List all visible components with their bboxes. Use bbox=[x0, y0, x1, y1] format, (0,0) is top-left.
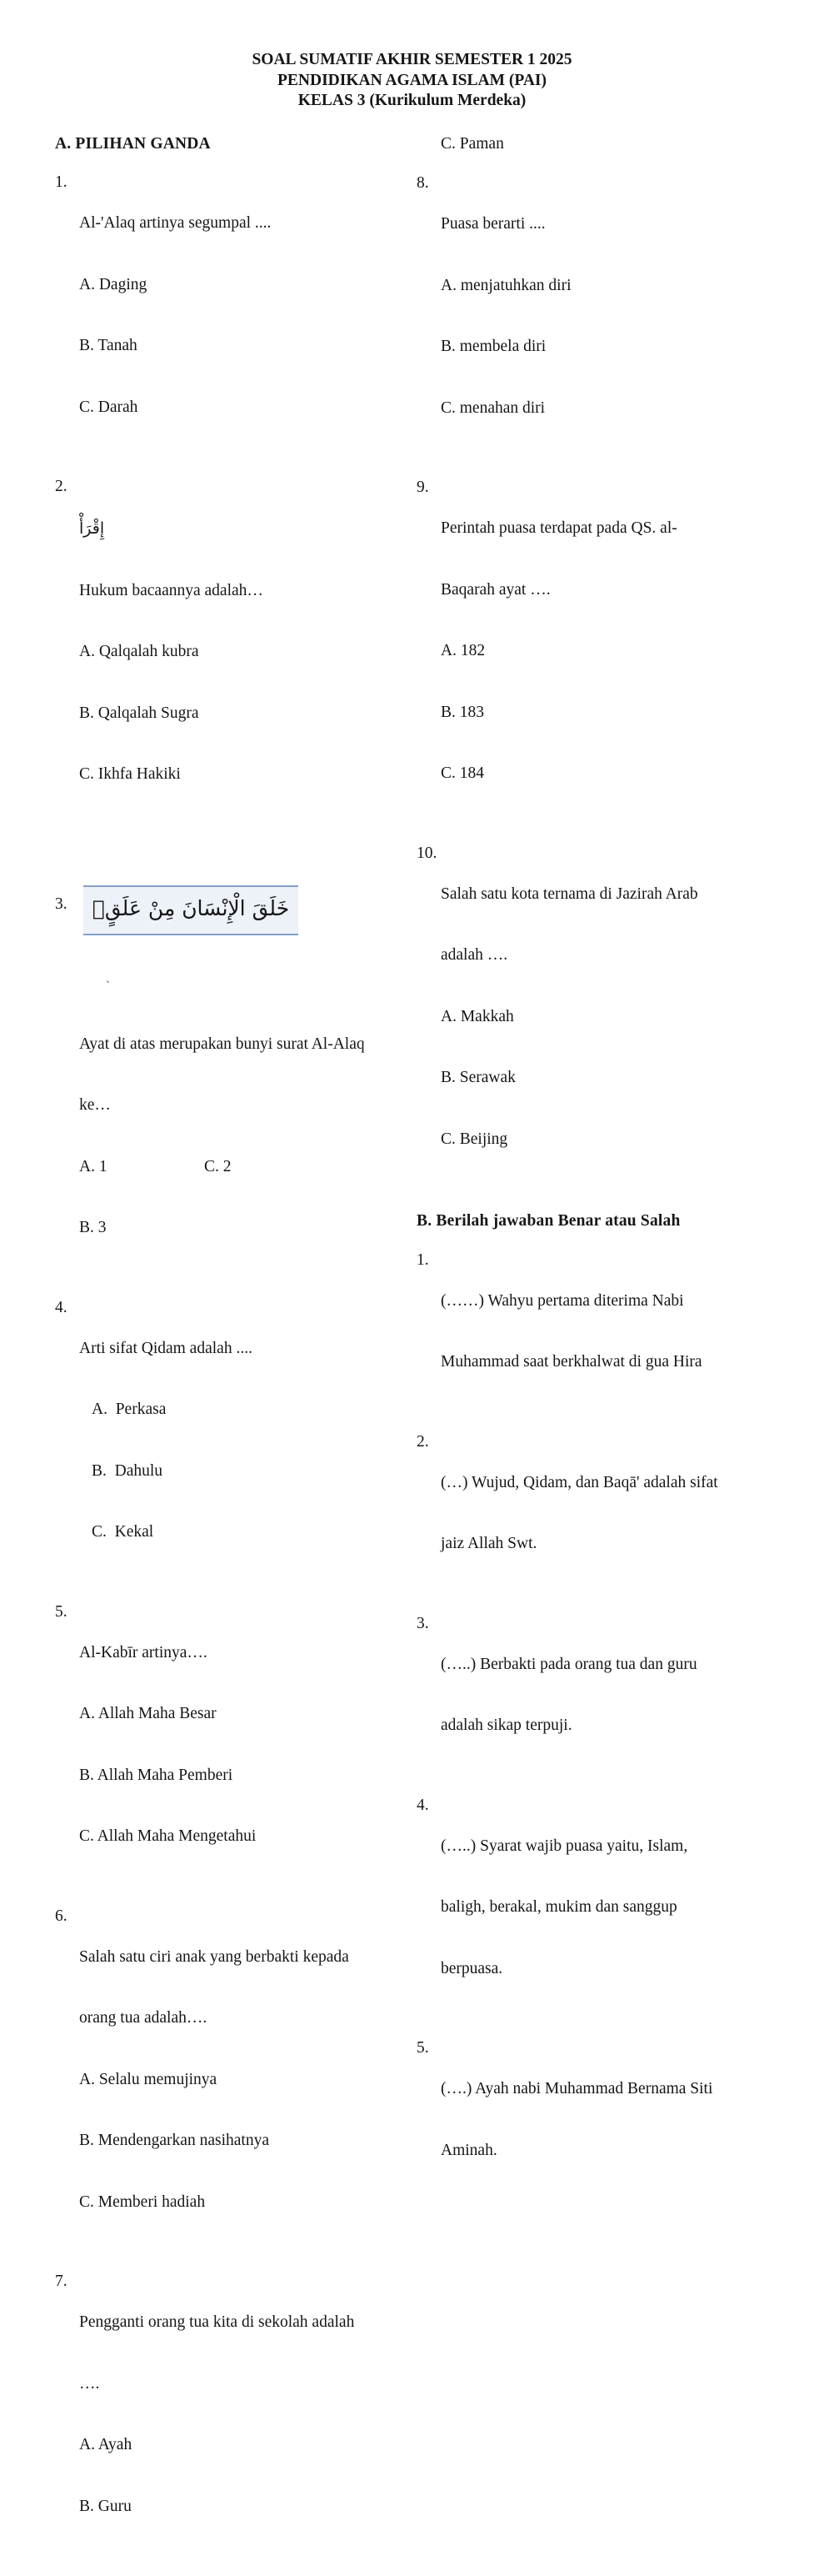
answer-option: B. Qalqalah Sugra bbox=[79, 704, 417, 724]
answer-option: C. 184 bbox=[441, 764, 787, 784]
question-number: 2. bbox=[55, 477, 79, 826]
question-a2 bbox=[55, 477, 417, 826]
answer-option: C. Kekal bbox=[92, 1522, 417, 1543]
question-number: 4. bbox=[55, 1298, 79, 1584]
question-a1 bbox=[55, 173, 417, 459]
question-body bbox=[79, 173, 417, 459]
answer-option: A. Ayah bbox=[79, 2435, 417, 2456]
statement-number: 1. bbox=[417, 1250, 441, 1414]
question-number: 10. bbox=[417, 844, 441, 1191]
question-a4 bbox=[55, 1298, 417, 1584]
question-a10 bbox=[417, 844, 787, 1191]
statement-number: 4. bbox=[417, 1796, 441, 2021]
statement-text: jaiz Allah Swt. bbox=[441, 1534, 787, 1555]
answer-option: C. Ikhfa Hakiki bbox=[79, 764, 417, 785]
statement-body bbox=[441, 2038, 787, 2202]
answer-option: C. Allah Maha Mengetahui bbox=[79, 1827, 417, 1847]
question-a3 bbox=[55, 844, 417, 1280]
answer-option: A. Allah Maha Besar bbox=[79, 1704, 417, 1725]
question-text: Ayat di atas merupakan bunyi surat Al-Alaq bbox=[79, 1035, 417, 1055]
statement-text: (…) Wujud, Qidam, dan Baqā' adalah sifat bbox=[441, 1473, 787, 1494]
answer-option: A. 1 bbox=[79, 1157, 204, 1178]
statement-b3 bbox=[417, 1614, 787, 1777]
answer-option: C. menahan diri bbox=[441, 398, 787, 419]
question-body bbox=[441, 478, 787, 825]
question-a8 bbox=[417, 173, 787, 459]
statement-text: (…..) Berbakti pada orang tua dan guru bbox=[441, 1655, 787, 1676]
question-body bbox=[79, 1907, 417, 2254]
statement-b5 bbox=[417, 2038, 787, 2202]
statement-text: (……) Wahyu pertama diterima Nabi bbox=[441, 1291, 787, 1312]
question-text: Arti sifat Qidam adalah .... bbox=[79, 1339, 417, 1360]
answer-option-q7-overflow: C. Paman bbox=[441, 134, 787, 155]
answer-option-row bbox=[79, 1157, 417, 1178]
question-a6 bbox=[55, 1907, 417, 2254]
arabic-word: إِقْرَأْ bbox=[79, 518, 104, 539]
page-title-line-3: KELAS 3 (Kurikulum Merdeka) bbox=[0, 91, 824, 112]
statement-b2 bbox=[417, 1432, 787, 1596]
answer-option: B. Mendengarkan nasihatnya bbox=[79, 2131, 417, 2152]
statement-number: 5. bbox=[417, 2038, 441, 2202]
question-text: Salah satu kota ternama di Jazirah Arab bbox=[441, 885, 787, 905]
question-text: orang tua adalah…. bbox=[79, 2008, 417, 2029]
answer-option: A. Perkasa bbox=[92, 1400, 417, 1421]
answer-option: A. Daging bbox=[79, 275, 417, 296]
answer-option: B. Serawak bbox=[441, 1068, 787, 1089]
question-number: 6. bbox=[55, 1907, 79, 2254]
statement-text: (….) Ayah nabi Muhammad Bernama Siti bbox=[441, 2079, 787, 2100]
section-b-heading: B. Berilah jawaban Benar atau Salah bbox=[417, 1211, 787, 1232]
question-body bbox=[79, 844, 417, 1280]
question-body bbox=[79, 2272, 417, 2558]
section-a-heading: A. PILIHAN GANDA bbox=[55, 134, 417, 155]
page-title-line-2: PENDIDIKAN AGAMA ISLAM (PAI) bbox=[0, 71, 824, 92]
statement-b4 bbox=[417, 1796, 787, 2021]
question-text: Hukum bacaannya adalah… bbox=[79, 581, 417, 602]
statement-body bbox=[441, 1614, 787, 1777]
right-column bbox=[417, 134, 787, 2576]
question-a9 bbox=[417, 478, 787, 825]
question-text: adalah …. bbox=[441, 945, 787, 966]
question-a5 bbox=[55, 1602, 417, 1888]
statement-text: (…..) Syarat wajib puasa yaitu, Islam, bbox=[441, 1837, 787, 1857]
question-text: Pengganti orang tua kita di sekolah adalah bbox=[79, 2313, 417, 2333]
question-body bbox=[441, 173, 787, 459]
answer-option: B. membela diri bbox=[441, 337, 787, 358]
answer-option: C. Beijing bbox=[441, 1130, 787, 1150]
answer-option: A. Qalqalah kubra bbox=[79, 642, 417, 663]
answer-option: B. 183 bbox=[441, 703, 787, 724]
question-number: 9. bbox=[417, 478, 441, 825]
answer-option: B. Guru bbox=[79, 2497, 417, 2518]
statement-body bbox=[441, 1796, 787, 2021]
question-number: 7. bbox=[55, 2272, 79, 2558]
answer-option: C. 2 bbox=[204, 1157, 232, 1178]
quran-verse-image bbox=[83, 885, 298, 935]
statement-number: 2. bbox=[417, 1432, 441, 1596]
answer-option: B. Allah Maha Pemberi bbox=[79, 1766, 417, 1787]
left-column bbox=[55, 134, 417, 2576]
question-text: ke… bbox=[79, 1095, 417, 1116]
question-a7 bbox=[55, 2272, 417, 2558]
question-text: Puasa berarti .... bbox=[441, 214, 787, 235]
statement-body bbox=[441, 1432, 787, 1596]
statement-body bbox=[441, 1250, 787, 1414]
page-title-line-1: SOAL SUMATIF AKHIR SEMESTER 1 2025 bbox=[0, 50, 824, 71]
question-text: Al-'Alaq artinya segumpal .... bbox=[79, 213, 417, 234]
question-body bbox=[79, 1298, 417, 1584]
question-number: 5. bbox=[55, 1602, 79, 1888]
statement-number: 3. bbox=[417, 1614, 441, 1777]
question-body bbox=[441, 844, 787, 1191]
answer-option: B. Dahulu bbox=[92, 1461, 417, 1482]
question-number: 3. bbox=[55, 844, 79, 1280]
two-column-body bbox=[0, 134, 824, 2576]
statement-text: berpuasa. bbox=[441, 1959, 787, 1980]
arabic-verse-text: خَلَقَ الْإِنْسَانَ مِنْ عَلَقٍۚ bbox=[92, 896, 289, 925]
statement-text: Muhammad saat berkhalwat di gua Hira bbox=[441, 1352, 787, 1373]
question-text: Baqarah ayat …. bbox=[441, 580, 787, 601]
answer-option: A. menjatuhkan diri bbox=[441, 276, 787, 297]
question-text: Salah satu ciri anak yang berbakti kepada bbox=[79, 1947, 417, 1968]
question-text: …. bbox=[79, 2374, 417, 2395]
question-number: 1. bbox=[55, 173, 79, 459]
question-body bbox=[79, 1602, 417, 1888]
question-body bbox=[79, 477, 417, 826]
statement-text: adalah sikap terpuji. bbox=[441, 1716, 787, 1737]
exam-header bbox=[0, 0, 824, 112]
answer-option: C. Darah bbox=[79, 398, 417, 418]
answer-option: B. Tanah bbox=[79, 336, 417, 357]
question-number: 8. bbox=[417, 173, 441, 459]
answer-option: A. Selalu memujinya bbox=[79, 2070, 417, 2091]
question-text: Perintah puasa terdapat pada QS. al- bbox=[441, 519, 787, 539]
statement-text: baligh, berakal, mukim dan sanggup bbox=[441, 1897, 787, 1918]
statement-text: Aminah. bbox=[441, 2141, 787, 2162]
statement-b1 bbox=[417, 1250, 787, 1414]
answer-option: A. 182 bbox=[441, 641, 787, 662]
answer-option: B. 3 bbox=[79, 1218, 417, 1239]
answer-option: C. Memberi hadiah bbox=[79, 2193, 417, 2213]
stray-scan-mark: ` bbox=[106, 976, 417, 994]
answer-option: A. Makkah bbox=[441, 1007, 787, 1028]
exam-page bbox=[0, 0, 824, 1067]
question-text: Al-Kabīr artinya…. bbox=[79, 1643, 417, 1664]
